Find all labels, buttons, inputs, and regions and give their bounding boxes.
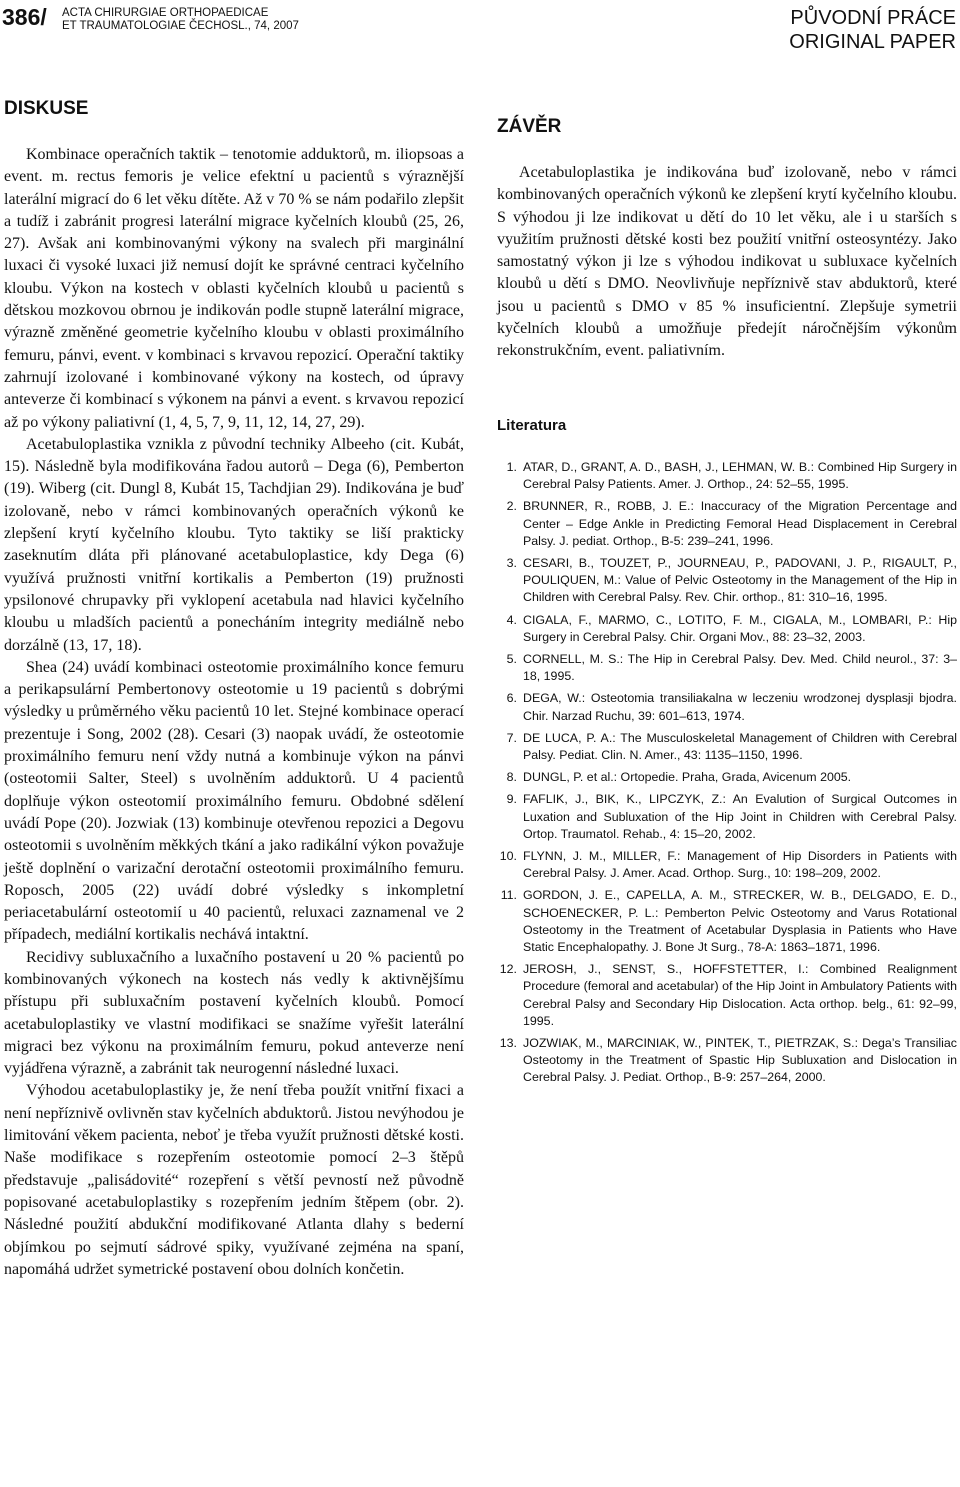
reference-item (497, 612, 957, 646)
reference-text: ATAR, D., GRANT, A. D., BASH, J., LEHMAN, W. B.: Combined Hip Surgery in Cerebral Palsy Patients. Amer. J. Orthop., 24: 52–55, 1995. (523, 459, 957, 492)
diskuse-paragraph: Acetabuloplastika vznikla z původní techniky Albeeho (cit. Kubát, 15). Následně byla modifikována řadou autorů – Dega (6), Pemberton (19). Wiberg (cit. Dungl 8, Kubát 15, Tachdjian 29). Indikována je buď izolovaně, nebo v rámci kombinovaných operačních výkonů ke zlepšení krytí kyčelního kloubu. Tyto taktiky se liší prakticky zaseknutím dláta při plánované acetabuloplastice, kdy Dega (6) využívá pružnosti vnitřní kortikalis a Pemberton (19) pružnosti ypsilonové chrupavky při vyklopení acetabula nad hlavici kyčelního kloubu u mladších pacientů a ponecháním integrity mediálně nebo dorzálně (13, 17, 18). (4, 435, 464, 654)
reference-number: 3. (506, 555, 517, 570)
zaver-heading: ZÁVĚR (497, 116, 562, 137)
reference-number: 2. (506, 499, 517, 514)
literatura-heading: Literatura (497, 416, 567, 434)
reference-item (497, 555, 957, 607)
reference-number: 7. (506, 730, 517, 745)
diskuse-paragraph: Kombinace operačních taktik – tenotomie adduktorů, m. iliopsoas a event. m. rectus femoris je velice efektní u pacientů s výraznější laterální migrací do 6 let věku dítěte. Až v 70 % se nám podařilo zlepšit a tudíž i zabránit progresi laterální migrace kyčelních kloubů (25, 26, 27). Avšak ani kombinovanými výkony na svalech při marginální luxaci či vysoké luxaci již nemusí dojít ke správné centraci kyčelního kloubu. Výkon na kostech v oblasti kyčelních kloubů u pacientů s dětskou mozkovou obrnou je indikován podle stupně laterální migrace, výrazně změněné geometrie kyčelního kloubu v oblasti proximálního femuru, pánvi, event. v kombinaci s krvavou repozicí. Operační taktiky zahrnují izolované i kombinované výkony na kostech, od úpravy anteverze či kombinací s výkonem na pánvi a event. s krvavou repozicí až po výkony paliativní (1, 4, 5, 7, 9, 11, 12, 14, 27, 29). (4, 146, 464, 431)
reference-text: DUNGL, P. et al.: Ortopedie. Praha, Grada, Avicenum 2005. (523, 770, 852, 785)
reference-number: 8. (506, 770, 517, 785)
page-header (0, 0, 960, 60)
reference-text: BRUNNER, R., ROBB, J. E.: Inaccuracy of the Migration Percentage and Center – Edge Ankle in Predicting Femoral Head Displacement in Cerebral Palsy. J. pediat. Orthop., B-5: 239–241, 1996. (523, 499, 957, 548)
reference-item (497, 769, 957, 786)
reference-text: JOZWIAK, M., MARCINIAK, W., PINTEK, T., PIETRZAK, S.: Dega’s Transiliac Osteotomy in the Treatment of Spastic Hip Subluxation and Dislocation in Cerebral Palsy. J. Pediat. Orthop., B-9: 257–264, 2000. (523, 1036, 957, 1085)
left-column (4, 96, 464, 1486)
reference-text: FAFLIK, J., BIK, K., LIPCZYK, Z.: An Evalution of Surgical Outcomes in Luxation and Subluxation of the Hip Joint in Children with Cerebral Palsy. Ortop. Traumatol. Rehab., 4: 15–20, 2002. (523, 792, 957, 841)
reference-number: 1. (506, 459, 517, 474)
reference-number: 9. (506, 792, 517, 807)
zaver-paragraph: Acetabuloplastika je indikována buď izolovaně, nebo v rámci kombinovaných operačních výkonů ke zlepšení krytí kyčelního kloubu. S výhodou ji lze indikovat u dětí do 10 let věku, ale i u starších s využitím pružnosti dětské kosti bez použití vnitřní osteosyntézy. Jako samostatný výkon ji lze s výhodou indikovat u subluxace kyčelních kloubů u dětí s DMO. Neovlivňuje nepříznivě stav abduktorů, které jsou u pacientů s DMO v 85 % insuficientní. Zlepšuje symetrii kyčelních kloubů a umožňuje předejít náročnějším výkonům rekonstrukčním, event. paliativním. (497, 164, 957, 360)
reference-number: 6. (506, 691, 517, 706)
reference-text: CESARI, B., TOUZET, P., JOURNEAU, P., PADOVANI, J. P., RIGAULT, P., POULIQUEN, M.: Value of Pelvic Osteotomy in the Management of the Hip in Children with Cerebral Palsy. Rev. Chir. orthop., 81: 310–16, 1995. (523, 555, 957, 605)
right-column (497, 96, 957, 1486)
reference-text: DEGA, W.: Osteotomia transiliakalna w leczeniu wrodzonej dysplasji bjodra. Chir. Narzad Ruchu, 39: 601–613, 1974. (523, 691, 957, 723)
reference-item (497, 651, 957, 685)
reference-text: GORDON, J. E., CAPELLA, A. M., STRECKER, W. B., DELGADO, E. D., SCHOENECKER, P. L.: Pemberton Pelvic Osteotomy and Varus Rotational Osteotomy in the Treatment of Acetabular Dysplasia in Patients who Have Static Encephalopathy. J. Bone Jt Surg., 78-A: 1863–1871, 1996. (523, 888, 957, 955)
article-kind (789, 6, 956, 54)
journal-line-1: ACTA CHIRURGIAE ORTHOPAEDICAE (62, 7, 269, 19)
reference-number: 10. (499, 849, 517, 864)
reference-text: JEROSH, J., SENST, S., HOFFSTETTER, I.: Combined Realignment Procedure (femoral and acetabular) of the Hip Joint in Ambulatory Patients with Cerebral Palsy and Secondary Hip Dislocation. Acta orthop. belg., 61: 92–99, 1995. (523, 962, 957, 1028)
reference-number: 5. (506, 652, 517, 666)
article-kind-czech: PŮVODNÍ PRÁCE (790, 7, 956, 29)
reference-item (497, 459, 957, 493)
reference-item (497, 690, 957, 724)
page-number: 386/ (2, 4, 47, 30)
diskuse-paragraph: Recidivy subluxačního a luxačního postavení u 20 % pacientů po kombinovaných výkonech na kostech nás vedly k aktivnějšímu přístupu při subluxačním postavení kyčelních kloubů. Pomocí acetabuloplastiky ve vlastní modifikaci se snažíme vyřešit laterální migraci bez výkonu na proximálním femuru, pokud anteverze není vyjádřena výrazně, a zabránit tak neurogenní následné luxaci. (4, 948, 464, 1078)
article-kind-english: ORIGINAL PAPER (789, 31, 956, 53)
reference-text: CIGALA, F., MARMO, C., LOTITO, F. M., CIGALA, M., LOMBARI, P.: Hip Surgery in Cerebral Palsy. Chir. Organi Mov., 88: 23–32, 2003. (523, 612, 957, 644)
diskuse-paragraph: Shea (24) uvádí kombinaci osteotomie proximálního konce femuru a perikapsulární Pembertonovy osteotomie u 19 pacientů s dobrými výsledky u průměrného věku pacientů 10 let. Stejné kombinace operací prezentuje i Song, 2002 (28). Cesari (3) naopak uvádí, že osteotomie proximálního femuru není vždy nutná a kombinuje výkon na pánvi (osteotomii Salter, Steel) s uvolněním adduktorů. U 4 pacientů doplňuje výkon osteotomií proximálního femuru. Obdobné sdělení uvádí Pope (20). Jozwiak (13) kombinuje otevřenou repozici a Degovu osteotomii s uvolněním měkkých tkání a jako radikální výkon považuje ještě doplnění o varizační derotační osteotomii proximálního femuru. Roposch, 2005 (22) uvádí dobré výsledky s inkompletní periacetabulární osteotomií u 40 pacientů, reluxaci zaznamenal ve 2 případech, mediální kortikalis nechává intaktní. (4, 658, 464, 944)
reference-text: FLYNN, J. M., MILLER, F.: Management of Hip Disorders in Patients with Cerebral Palsy. J. Amer. Acad. Orthop. Surg., 10: 198–209, 2002. (523, 849, 957, 881)
reference-item (497, 791, 957, 843)
reference-number: 4. (506, 612, 517, 627)
diskuse-paragraph: Výhodou acetabuloplastiky je, že není třeba použít vnitřní fixaci a není nepříznivě ovlivněn stav kyčelních abduktorů. Jistou nevýhodou je limitování věkem pacienta, neboť je třeba využít pružnosti dětské kosti. Naše modifikace s rozepřením osteotomie pomocí 2–3 štěpů představuje „palisádovité“ rozepření s větší pevností než původně popisované acetabuloplastiky s rozepřením jedním štěpem (obr. 2). Následné použití abdukční modifikované Atlanta dlahy s bederní objímkou po sejmutí sádrové spiky, využívané zejména na spaní, napomáhá udržet symetrické postavení obou dolních končetin. (4, 1082, 464, 1278)
reference-item (497, 498, 957, 550)
diskuse-heading: DISKUSE (4, 98, 89, 119)
reference-text: DE LUCA, P. A.: The Musculoskeletal Management of Children with Cerebral Palsy. Pediat. Clin. N. Amer., 43: 1135–1150, 1996. (523, 730, 957, 763)
journal-line-2: ET TRAUMATOLOGIAE ČECHOSL., 74, 2007 (62, 20, 299, 32)
reference-number: 11. (500, 888, 517, 903)
reference-item (497, 961, 957, 1030)
reference-item (497, 848, 957, 882)
reference-number: 13. (499, 1036, 517, 1051)
reference-text: CORNELL, M. S.: The Hip in Cerebral Palsy. Dev. Med. Child neurol., 37: 3–18, 1995. (523, 652, 957, 684)
reference-item (497, 1035, 957, 1087)
journal-name (62, 7, 299, 33)
reference-list (497, 459, 957, 1087)
reference-number: 12. (499, 962, 517, 977)
reference-item (497, 887, 957, 956)
reference-item (497, 730, 957, 764)
